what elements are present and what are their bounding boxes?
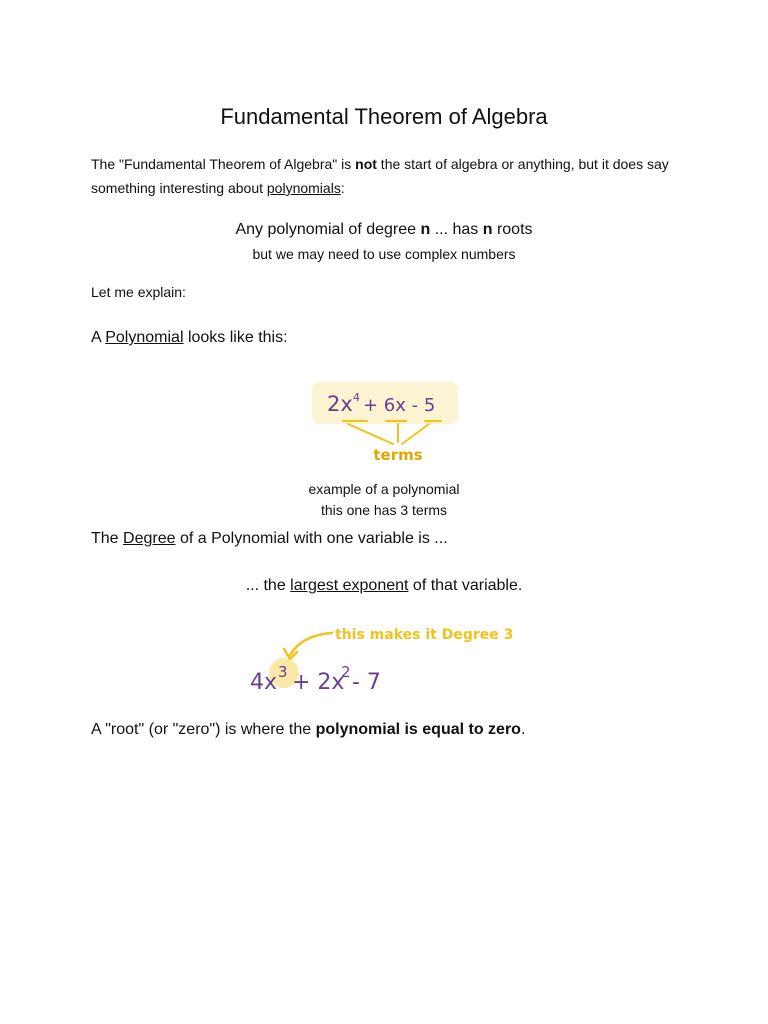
expression-exponent: 4 <box>353 391 360 404</box>
explain-text: Let me explain: <box>91 284 186 300</box>
intro-text-3: : <box>340 180 345 196</box>
statement-text-1: Any polynomial of degree <box>235 221 421 238</box>
root-line-bold: polynomial is equal to zero <box>315 721 521 738</box>
degree-link[interactable]: Degree <box>123 530 176 547</box>
theorem-statement <box>0 221 768 239</box>
intro-text-2: the start of algebra or anything, but it does say something interesting about <box>91 156 669 196</box>
expression2-exponent2: 2 <box>341 663 351 681</box>
expression-base: 2x <box>327 392 353 416</box>
figure1-caption-1: example of a polynomial <box>308 481 460 497</box>
intro-bold-not: not <box>355 156 377 172</box>
root-line-suffix: . <box>520 721 526 738</box>
theorem-subtext: but we may need to use complex numbers <box>252 246 516 262</box>
expression-rest: + 6x - 5 <box>363 395 436 416</box>
statement-text-3: roots <box>492 221 533 238</box>
polynomials-link[interactable]: polynomials <box>266 180 341 196</box>
largest-line-suffix: of that variable. <box>408 577 523 594</box>
polynomial-line-suffix: looks like this: <box>183 329 288 346</box>
expression2-exponent1: 3 <box>278 663 288 681</box>
expression2-term3: - 7 <box>352 670 381 695</box>
statement-text-2: ... has <box>430 221 483 238</box>
intro-text-1: The "Fundamental Theorem of Algebra" is <box>91 156 356 172</box>
largest-exponent-link[interactable]: largest exponent <box>290 577 409 594</box>
root-line-prefix: A "root" (or "zero") is where the <box>91 721 316 738</box>
degree-definition-line <box>91 530 448 548</box>
polynomial-line-prefix: A <box>91 329 106 346</box>
largest-line-prefix: ... the <box>245 577 291 594</box>
polynomial-intro-line <box>91 329 288 347</box>
degree-line-suffix: of a Polynomial with one variable is ... <box>175 530 448 547</box>
statement-n1: n <box>420 221 431 238</box>
degree-line-prefix: The <box>91 530 124 547</box>
figure1-caption-2: this one has 3 terms <box>320 502 448 518</box>
degree-example-figure <box>240 615 530 700</box>
polynomial-link[interactable]: Polynomial <box>105 329 184 346</box>
degree-annotation: this makes it Degree 3 <box>335 627 514 643</box>
intro-paragraph <box>91 152 691 200</box>
term-brackets <box>343 421 441 444</box>
largest-exponent-line <box>0 577 768 595</box>
root-definition-line <box>91 721 525 739</box>
statement-n2: n <box>482 221 493 238</box>
expression2-term2: + 2x <box>292 670 345 695</box>
polynomial-example-figure <box>305 378 465 470</box>
terms-label: terms <box>373 446 423 464</box>
expression2-term1: 4x <box>250 670 278 695</box>
page-title: Fundamental Theorem of Algebra <box>220 104 548 129</box>
